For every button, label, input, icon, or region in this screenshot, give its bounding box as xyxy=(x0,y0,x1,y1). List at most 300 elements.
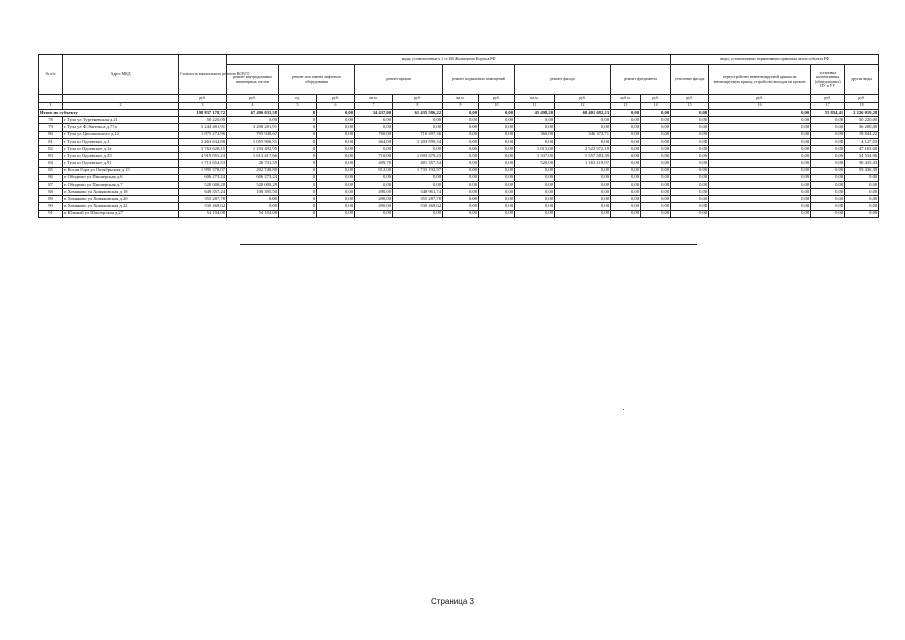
row-value-cell: 0,00 xyxy=(641,189,671,196)
column-number-cell: 16 xyxy=(709,103,811,110)
row-value-cell: 0,00 xyxy=(671,210,709,217)
row-value-cell: 0,00 xyxy=(355,210,393,217)
row-value-cell: 0,00 xyxy=(393,181,443,188)
row-value-cell: 606 273,24 xyxy=(227,174,279,181)
column-number-cell: 14 xyxy=(641,103,671,110)
units-cell: руб. xyxy=(317,95,355,103)
total-cell: 2 226 019,28 xyxy=(845,110,879,117)
units-cell: руб. xyxy=(227,95,279,103)
row-value-cell: 0,00 xyxy=(515,181,555,188)
row-value-cell: 0,00 xyxy=(515,203,555,210)
row-value-cell: 0,00 xyxy=(443,189,479,196)
table-row xyxy=(39,117,879,124)
row-value-cell: 0,00 xyxy=(671,167,709,174)
row-value-cell: 0,00 xyxy=(393,145,443,152)
row-value-cell: 0,00 xyxy=(355,145,393,152)
row-value-cell: 59 436,30 xyxy=(845,167,879,174)
row-value-cell: 0 xyxy=(279,160,317,167)
row-value-cell: 0,00 xyxy=(811,138,845,145)
row-value-cell: 0,00 xyxy=(709,138,811,145)
row-value-cell: 0,00 xyxy=(443,131,479,138)
row-value-cell: 0,00 xyxy=(227,203,279,210)
row-value-cell: 0,00 xyxy=(555,167,611,174)
table-row xyxy=(39,196,879,203)
table-body xyxy=(39,110,879,218)
row-value-cell: 710,00 xyxy=(355,153,393,160)
row-value-cell: 0,00 xyxy=(443,181,479,188)
row-value-cell: 36 200,00 xyxy=(845,124,879,131)
column-number-cell: 1 xyxy=(39,103,63,110)
row-index: 82 xyxy=(39,145,63,152)
total-row xyxy=(39,110,879,117)
row-address: п Косая Гора ул Октябрьская д.15 xyxy=(63,167,179,174)
row-value-cell: 464,00 xyxy=(355,138,393,145)
total-cell: 0,00 xyxy=(671,110,709,117)
row-value-cell: 0 xyxy=(279,124,317,131)
row-value-cell: 0,00 xyxy=(811,124,845,131)
col-header-elevators: ремонт или замена лифтового оборудования xyxy=(279,65,355,95)
row-value-cell: 0,00 xyxy=(479,117,515,124)
group-header-subject-act: виды, установленные нормативным правовым актом субъекта РФ xyxy=(671,55,879,65)
column-number-cell: 12 xyxy=(555,103,611,110)
row-value-cell: 0,00 xyxy=(479,210,515,217)
row-value-cell: 0,00 xyxy=(355,174,393,181)
total-cell: 0,00 xyxy=(443,110,479,117)
row-value-cell: 0,00 xyxy=(443,174,479,181)
table-row xyxy=(39,124,879,131)
col-header-address: Адрес МКД xyxy=(63,55,179,95)
row-index: 87 xyxy=(39,181,63,188)
row-value-cell: 0,00 xyxy=(317,210,355,217)
row-value-cell: 0,00 xyxy=(443,138,479,145)
units-cell: руб. xyxy=(671,95,709,103)
row-value-cell: 0,00 xyxy=(317,131,355,138)
row-value-cell: 0,00 xyxy=(479,196,515,203)
row-value-cell: 0,00 xyxy=(611,124,641,131)
row-value-cell: 0,00 xyxy=(709,174,811,181)
col-header-facade: ремонт фасада xyxy=(515,65,611,95)
column-number-cell: 18 xyxy=(845,103,879,110)
row-value-cell: 716 497,36 xyxy=(393,131,443,138)
row-value-cell: 0,00 xyxy=(811,203,845,210)
row-value-cell: 4 127,03 xyxy=(845,138,879,145)
col-header-index: № п/п xyxy=(39,55,63,95)
table-row xyxy=(39,153,879,160)
row-value-cell: 3 208 281,91 xyxy=(227,124,279,131)
row-value-cell: 1 613 417,66 xyxy=(227,153,279,160)
row-value-cell: 0,00 xyxy=(479,131,515,138)
row-value-cell: 0,00 xyxy=(611,181,641,188)
row-value-cell: 1 713 654,53 xyxy=(179,160,227,167)
units-cell: кв.м. xyxy=(443,95,479,103)
row-value-cell: 0,00 xyxy=(515,196,555,203)
row-value-cell: 1 875 272,96 xyxy=(179,131,227,138)
units-cell: куб.м. xyxy=(611,95,641,103)
row-value-cell: 793 948,67 xyxy=(227,131,279,138)
row-address: п Хомяково ул Хомяковская д.22 xyxy=(63,203,179,210)
total-cell: 67 486 035,58 xyxy=(227,110,279,117)
total-cell: 61 435 586,22 xyxy=(393,110,443,117)
row-index: 80 xyxy=(39,131,63,138)
units-cell: руб. xyxy=(709,95,811,103)
group-header-housing-code: виды, установленные ч.1 ст.166 Жилищного Кодекса РФ xyxy=(227,55,671,65)
row-value-cell: 0,00 xyxy=(555,203,611,210)
row-value-cell: 0 xyxy=(279,196,317,203)
row-value-cell: 0,00 xyxy=(671,145,709,152)
row-value-cell: 0,00 xyxy=(811,196,845,203)
table-header xyxy=(39,55,879,110)
row-address: г Тула ш Одоевское д.1 xyxy=(63,138,179,145)
row-value-cell: 2 263 632,68 xyxy=(179,138,227,145)
row-address: г Тула ул Тургеневская д.21 xyxy=(63,117,179,124)
row-value-cell: 0,00 xyxy=(317,167,355,174)
column-number-cell: 11 xyxy=(515,103,555,110)
row-value-cell: 30 435,43 xyxy=(845,160,879,167)
row-index: 83 xyxy=(39,153,63,160)
column-number-cell: 4 xyxy=(227,103,279,110)
row-value-cell: 0,00 xyxy=(515,189,555,196)
row-address: п Обидимо ул Пионерская д.7 xyxy=(63,181,179,188)
row-value-cell: 0,00 xyxy=(641,117,671,124)
units-cell: руб. xyxy=(641,95,671,103)
row-value-cell: 54 534,96 xyxy=(845,153,879,160)
row-value-cell: 0,00 xyxy=(845,189,879,196)
row-value-cell: 0,00 xyxy=(845,196,879,203)
row-value-cell: 0,00 xyxy=(393,210,443,217)
total-cell: 0,00 xyxy=(317,110,355,117)
total-cell: 55 854,41 xyxy=(811,110,845,117)
row-value-cell: 0 xyxy=(279,181,317,188)
row-value-cell: 0,00 xyxy=(641,167,671,174)
row-value-cell: 0 xyxy=(279,145,317,152)
row-address: г Тула ул Ф.Энгельса д.77а xyxy=(63,124,179,131)
row-value-cell: 0,00 xyxy=(479,153,515,160)
row-value-cell: 0,00 xyxy=(671,131,709,138)
row-value-cell: 0,00 xyxy=(317,189,355,196)
row-value-cell: 0 xyxy=(279,153,317,160)
row-value-cell: 0,00 xyxy=(479,124,515,131)
row-value-cell: 0,00 xyxy=(641,131,671,138)
row-value-cell: 0,00 xyxy=(479,203,515,210)
row-address: п Хомяково ул Хомяковская д.18 xyxy=(63,189,179,196)
row-value-cell: 0,00 xyxy=(671,189,709,196)
table-row xyxy=(39,189,879,196)
table-row xyxy=(39,138,879,145)
row-value-cell: 0,00 xyxy=(811,160,845,167)
col-header-roof-conversion: переустройство невентилируемой крыши на вентилируемую крышу, устройство выходов на кровлю xyxy=(709,65,811,95)
row-value-cell: 0 xyxy=(279,174,317,181)
row-value-cell: 0,00 xyxy=(811,189,845,196)
row-value-cell: 0,00 xyxy=(443,153,479,160)
row-value-cell: 0,00 xyxy=(443,167,479,174)
row-value-cell: 0,00 xyxy=(671,196,709,203)
row-index: 86 xyxy=(39,174,63,181)
row-value-cell: 0,00 xyxy=(479,160,515,167)
row-value-cell: 0 xyxy=(279,210,317,217)
row-value-cell: 0,00 xyxy=(641,210,671,217)
row-value-cell: 0,00 xyxy=(515,138,555,145)
row-value-cell: 0,00 xyxy=(845,203,879,210)
row-value-cell: 0,00 xyxy=(443,117,479,124)
row-value-cell: 0,00 xyxy=(555,117,611,124)
row-value-cell: 0,00 xyxy=(845,174,879,181)
row-index: 89 xyxy=(39,196,63,203)
row-value-cell: 0,00 xyxy=(641,174,671,181)
row-value-cell: 0,00 xyxy=(811,181,845,188)
row-index: 79 xyxy=(39,124,63,131)
table-row xyxy=(39,167,879,174)
row-value-cell: 0,00 xyxy=(709,160,811,167)
row-value-cell: 0,00 xyxy=(611,138,641,145)
row-value-cell: 0 xyxy=(279,189,317,196)
row-value-cell: 54 104,08 xyxy=(179,210,227,217)
row-value-cell: 0,00 xyxy=(555,124,611,131)
table-row xyxy=(39,145,879,152)
row-value-cell: 0,00 xyxy=(671,160,709,167)
row-value-cell: 0,00 xyxy=(709,153,811,160)
row-value-cell: 0,00 xyxy=(515,124,555,131)
capital-repair-table xyxy=(38,54,879,218)
total-cell: 34 437,00 xyxy=(355,110,393,117)
row-value-cell: 812,00 xyxy=(355,167,393,174)
row-value-cell: 0,00 xyxy=(811,153,845,160)
row-value-cell: 1 557 583,39 xyxy=(555,153,611,160)
column-number-cell: 17 xyxy=(811,103,845,110)
column-number-cell: 6 xyxy=(317,103,355,110)
row-address: п Обидимо ул Пионерская д.6 xyxy=(63,174,179,181)
row-value-cell: 0,00 xyxy=(709,145,811,152)
column-number-cell: 5 xyxy=(279,103,317,110)
row-value-cell: 0,00 xyxy=(611,174,641,181)
row-value-cell: 481 357,54 xyxy=(393,160,443,167)
row-value-cell: 760,00 xyxy=(355,131,393,138)
col-header-total-cost: Стоимость капитального ремонта ВСЕГО xyxy=(179,55,227,95)
row-value-cell: 0,00 xyxy=(641,203,671,210)
row-value-cell: 0 xyxy=(279,131,317,138)
row-value-cell: 528 008,28 xyxy=(179,181,227,188)
row-value-cell: 0,00 xyxy=(317,117,355,124)
row-value-cell: 202 748,80 xyxy=(227,167,279,174)
row-value-cell: 0,00 xyxy=(515,167,555,174)
row-value-cell: 0,00 xyxy=(443,160,479,167)
row-value-cell: 0,00 xyxy=(393,117,443,124)
row-value-cell: 355 287,78 xyxy=(179,196,227,203)
row-value-cell: 0,00 xyxy=(641,124,671,131)
units-row xyxy=(39,95,879,103)
row-value-cell: 0,00 xyxy=(709,203,811,210)
row-value-cell: 0,00 xyxy=(555,196,611,203)
row-value-cell: 0 xyxy=(279,138,317,145)
row-value-cell: 1 995 378,07 xyxy=(179,167,227,174)
row-value-cell: 0,00 xyxy=(355,117,393,124)
row-value-cell: 0,00 xyxy=(479,167,515,174)
row-value-cell: 0,00 xyxy=(611,117,641,124)
column-number-cell: 3 xyxy=(179,103,227,110)
total-label: Итого по субъекту xyxy=(39,110,179,117)
col-header-roof: ремонт крыши xyxy=(355,65,443,95)
row-value-cell: 528 008,28 xyxy=(227,181,279,188)
row-value-cell: 0,00 xyxy=(555,189,611,196)
row-value-cell: 0,00 xyxy=(317,145,355,152)
row-value-cell: 0,00 xyxy=(479,189,515,196)
table-row xyxy=(39,160,879,167)
row-value-cell: 1 055 906,31 xyxy=(227,138,279,145)
row-value-cell: 4 919 055,24 xyxy=(179,153,227,160)
units-cell: кв.м. xyxy=(515,95,555,103)
row-value-cell: 0,00 xyxy=(317,203,355,210)
row-value-cell: 0,00 xyxy=(555,181,611,188)
row-value-cell: 1 337,00 xyxy=(515,153,555,160)
units-cell-empty xyxy=(39,95,63,103)
units-cell: кв.м. xyxy=(355,95,393,103)
total-cell: 0,00 xyxy=(709,110,811,117)
row-value-cell: 0,00 xyxy=(709,117,811,124)
row-value-cell: 0,00 xyxy=(515,117,555,124)
row-value-cell: 530 468,62 xyxy=(179,203,227,210)
col-header-meters: установка коллективных (общедомовых) ПУ и УУ xyxy=(811,65,845,95)
row-value-cell: 50 220,00 xyxy=(179,117,227,124)
row-value-cell: 0,00 xyxy=(811,145,845,152)
row-value-cell: 0 xyxy=(279,167,317,174)
total-cell: 198 837 178,72 xyxy=(179,110,227,117)
col-header-foundation: ремонт фундамента xyxy=(611,65,671,95)
row-value-cell: 0,00 xyxy=(611,131,641,138)
total-cell: 0,00 xyxy=(611,110,641,117)
row-value-cell: 0,00 xyxy=(355,181,393,188)
row-value-cell: 0,00 xyxy=(317,138,355,145)
row-value-cell: 50 220,00 xyxy=(845,117,879,124)
row-value-cell: 0,00 xyxy=(641,196,671,203)
row-value-cell: 0,00 xyxy=(811,117,845,124)
row-value-cell: 0,00 xyxy=(641,181,671,188)
row-value-cell: 47 163,00 xyxy=(845,145,879,152)
table-row xyxy=(39,203,879,210)
column-number-cell: 9 xyxy=(443,103,479,110)
total-cell: 45 498,20 xyxy=(515,110,555,117)
units-cell: руб. xyxy=(555,95,611,103)
row-value-cell: 0,00 xyxy=(611,153,641,160)
row-value-cell: 0,00 xyxy=(845,210,879,217)
row-value-cell: 0,00 xyxy=(227,117,279,124)
row-value-cell: 0,00 xyxy=(393,124,443,131)
column-number-cell: 13 xyxy=(611,103,641,110)
row-value-cell: 360,00 xyxy=(515,131,555,138)
row-value-cell: 0,00 xyxy=(709,196,811,203)
row-address: г Тула ш Одоевское д.35 xyxy=(63,153,179,160)
row-value-cell: 490,00 xyxy=(355,203,393,210)
row-value-cell: 0,00 xyxy=(317,181,355,188)
row-index: 78 xyxy=(39,117,63,124)
row-address: г Тула ш Одоевское д.91 xyxy=(63,160,179,167)
row-value-cell: 0,00 xyxy=(443,210,479,217)
row-value-cell: 409,70 xyxy=(355,160,393,167)
row-value-cell: 0,00 xyxy=(443,203,479,210)
row-value-cell: 100 395,50 xyxy=(227,189,279,196)
row-value-cell: 346 372,71 xyxy=(555,131,611,138)
column-number-cell: 8 xyxy=(393,103,443,110)
row-value-cell: 0,00 xyxy=(671,117,709,124)
row-index: 84 xyxy=(39,160,63,167)
row-value-cell: 606 273,24 xyxy=(179,174,227,181)
row-value-cell: 490,00 xyxy=(355,189,393,196)
row-value-cell: 0,00 xyxy=(709,124,811,131)
row-value-cell: 18 844,22 xyxy=(845,131,879,138)
total-cell: 0,00 xyxy=(479,110,515,117)
row-value-cell: 0,00 xyxy=(671,124,709,131)
row-value-cell: 0,00 xyxy=(709,181,811,188)
total-cell: 68 401 682,23 xyxy=(555,110,611,117)
row-value-cell: 0,00 xyxy=(227,196,279,203)
total-cell: 0 xyxy=(279,110,317,117)
row-value-cell: 26 741,59 xyxy=(227,160,279,167)
row-value-cell: 649 357,24 xyxy=(179,189,227,196)
row-value-cell: 1 733 192,97 xyxy=(393,167,443,174)
column-numbers-row xyxy=(39,103,879,110)
row-value-cell: 0,00 xyxy=(555,174,611,181)
row-value-cell: 0,00 xyxy=(671,203,709,210)
row-value-cell: 0,00 xyxy=(709,131,811,138)
row-value-cell: 530 468,62 xyxy=(393,203,443,210)
row-value-cell: 0,00 xyxy=(611,189,641,196)
row-address: п Южный ул Шахтерская д.27 xyxy=(63,210,179,217)
row-value-cell: 1 193 492,95 xyxy=(227,145,279,152)
row-value-cell: 490,00 xyxy=(355,196,393,203)
row-value-cell: 0,00 xyxy=(811,167,845,174)
row-index: 85 xyxy=(39,167,63,174)
row-value-cell: 1 015,00 xyxy=(515,145,555,152)
row-value-cell: 0,00 xyxy=(611,210,641,217)
row-address: г Тула ул Циолковского д.12 xyxy=(63,131,179,138)
table-row xyxy=(39,174,879,181)
table-row xyxy=(39,181,879,188)
column-number-cell: 2 xyxy=(63,103,179,110)
row-value-cell: 0,00 xyxy=(479,145,515,152)
column-number-cell: 7 xyxy=(355,103,393,110)
row-value-cell: 0,00 xyxy=(641,160,671,167)
units-cell: руб. xyxy=(479,95,515,103)
row-value-cell: 0,00 xyxy=(317,196,355,203)
row-value-cell: 0,00 xyxy=(709,210,811,217)
row-value-cell: 0,00 xyxy=(355,124,393,131)
row-value-cell: 0,00 xyxy=(671,181,709,188)
row-value-cell: 0,00 xyxy=(555,138,611,145)
row-value-cell: 0,00 xyxy=(811,131,845,138)
row-address: г Тула ш Одоевское д.1а xyxy=(63,145,179,152)
row-value-cell: 0,00 xyxy=(845,181,879,188)
row-value-cell: 0,00 xyxy=(611,160,641,167)
row-value-cell: 0,00 xyxy=(611,167,641,174)
row-value-cell: 0,00 xyxy=(671,138,709,145)
col-header-engineering-systems: ремонт внутридомовых инженерных систем xyxy=(227,65,279,95)
row-value-cell: 0,00 xyxy=(611,196,641,203)
row-value-cell: 0,00 xyxy=(641,153,671,160)
row-value-cell: 0,00 xyxy=(641,145,671,152)
row-value-cell: 0,00 xyxy=(611,203,641,210)
row-value-cell: 1 693 479,23 xyxy=(393,153,443,160)
row-value-cell: 0,00 xyxy=(709,189,811,196)
units-cell-empty xyxy=(63,95,179,103)
scan-speck xyxy=(623,409,624,410)
row-value-cell: 54 104,08 xyxy=(227,210,279,217)
row-value-cell: 0,00 xyxy=(317,153,355,160)
row-value-cell: 2 522 972,19 xyxy=(555,145,611,152)
horizontal-rule xyxy=(240,244,697,245)
row-value-cell: 3 763 628,15 xyxy=(179,145,227,152)
row-value-cell: 355 287,78 xyxy=(393,196,443,203)
units-cell: руб. xyxy=(393,95,443,103)
row-value-cell: 548 961,74 xyxy=(393,189,443,196)
row-value-cell: 0,00 xyxy=(393,174,443,181)
